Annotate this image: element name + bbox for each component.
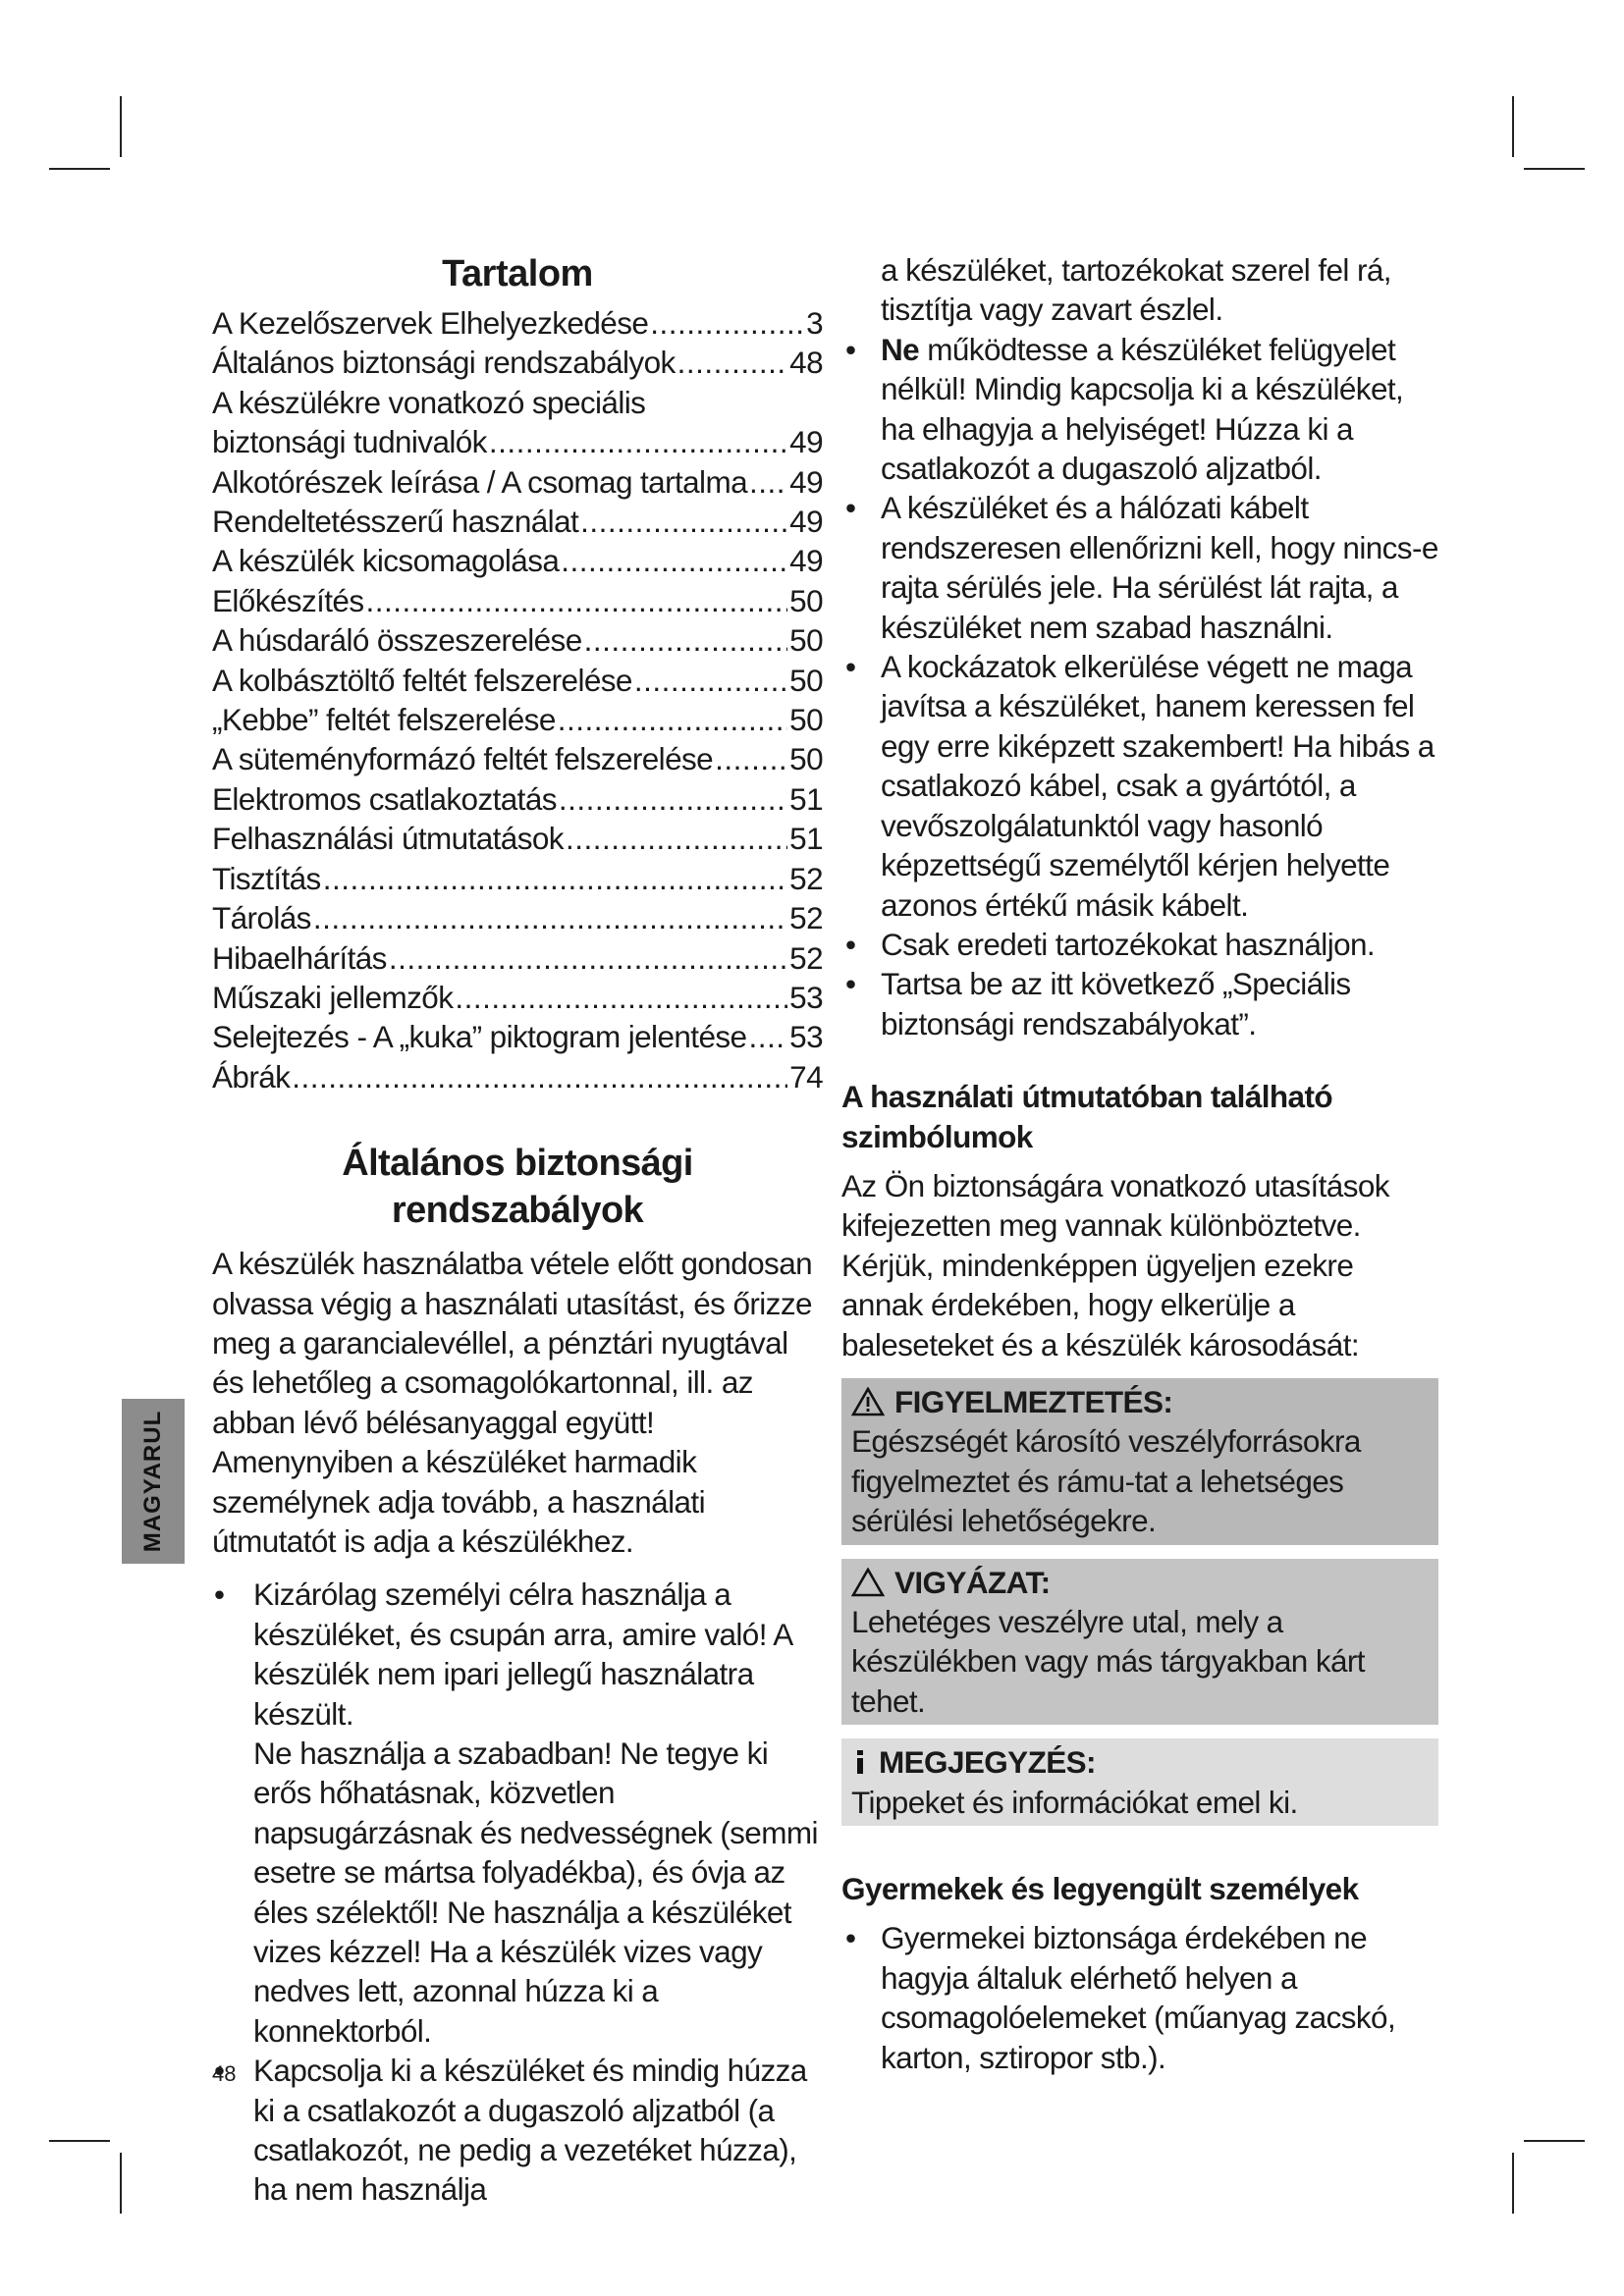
toc-entry <box>212 422 823 461</box>
toc-leader-dots <box>389 938 787 978</box>
toc-entry <box>212 620 823 660</box>
toc-entry-page: 50 <box>789 702 823 738</box>
toc-leader-dots <box>489 422 787 461</box>
crop-mark-top-right-v <box>1512 96 1514 157</box>
toc-leader-dots <box>455 978 787 1017</box>
toc-entry <box>212 343 823 382</box>
toc-entry-label: A készülékre vonatkozó speciális <box>212 384 646 420</box>
toc-title: Tartalom <box>442 253 593 294</box>
toc-leader-dots <box>559 779 787 819</box>
note-box <box>841 1738 1438 1826</box>
caution-triangle-icon <box>851 1568 885 1597</box>
toc-entry-page: 52 <box>789 900 823 936</box>
toc-entry <box>212 383 823 422</box>
toc-entry-label: Általános biztonsági rendszabályok <box>212 345 676 381</box>
toc-entry-page: 50 <box>789 741 823 777</box>
children-heading: Gyermekek és legyengült személyek <box>841 1871 1359 1907</box>
list-item <box>212 1575 823 2051</box>
toc-entry-page: 53 <box>789 979 823 1015</box>
toc-entry-label: Tisztítás <box>212 860 321 896</box>
toc-entry <box>212 978 823 1017</box>
general-safety-heading: Általános biztonsági rendszabályok <box>342 1143 693 1232</box>
toc-entry-page: 49 <box>789 543 823 579</box>
toc-entry <box>212 859 823 898</box>
language-side-tab <box>122 1399 185 1564</box>
toc-entry <box>212 303 823 343</box>
crop-mark-top-left-v <box>120 96 122 157</box>
toc-entry <box>212 502 823 541</box>
crop-mark-bottom-left-h <box>49 2140 110 2142</box>
toc-leader-dots <box>749 462 787 502</box>
caution-title: VIGYÁZAT: <box>894 1564 1051 1600</box>
list-item <box>212 2051 823 2210</box>
list-item <box>841 330 1438 489</box>
toc-entry <box>212 1017 823 1056</box>
toc-entry-page: 52 <box>789 860 823 896</box>
toc-leader-dots <box>566 819 787 858</box>
toc-entry <box>212 700 823 739</box>
toc-entry-page: 53 <box>789 1019 823 1055</box>
toc-entry-page: 3 <box>806 305 823 341</box>
caution-text: Lehetéges veszélyre utal, mely a készülékben vagy más tárgyakban kárt tehet. <box>851 1604 1365 1719</box>
note-title: MEGJEGYZÉS: <box>879 1744 1096 1781</box>
toc-entry <box>212 779 823 819</box>
toc-entry <box>212 938 823 978</box>
crop-mark-bottom-right-v <box>1512 2153 1514 2214</box>
toc-entry-label: „Kebbe” feltét felszerelése <box>212 702 556 738</box>
list-item-text: Kapcsolja ki a készüléket és mindig húzza ki a csatlakozót a dugaszoló aljzatból (a csatlakozót, ne pedig a vezetéket húzza), ha nem használja <box>253 2053 807 2208</box>
toc-entry <box>212 819 823 858</box>
toc-entry <box>212 661 823 700</box>
toc-entry-page: 49 <box>789 463 823 500</box>
toc-leader-dots <box>365 581 787 620</box>
toc-leader-dots <box>677 343 788 382</box>
table-of-contents <box>212 303 823 1096</box>
toc-entry-page: 49 <box>789 504 823 540</box>
symbols-heading: A használati útmutatóban található szimbólumok <box>841 1079 1332 1154</box>
continuation-text: a készüléket, tartozékokat szerel fel rá, tisztítja vagy zavart észlel. <box>881 252 1391 328</box>
list-item: • A készüléket és a hálózati kábelt rendszeresen ellenőrizni kell, hogy nincs-e rajta sérülés jele. Ha sérülést lát rajta, a készüléket nem szabad használni. <box>841 488 1438 647</box>
toc-entry-page: 50 <box>789 662 823 698</box>
general-safety-intro: A készülék használatba vétele előtt gondosan olvassa végig a használati utasítást, és őrizze meg a garancialevéllel, a pénztári nyugtával és lehetőleg a csomagolókartonnal, ill. az abban lévő bélésanyaggal együtt! Amenynyiben a készüléket harmadik személynek adja tovább, a használati útmutatót is adja a készülékhez. <box>212 1246 813 1559</box>
right-column <box>841 250 1438 2077</box>
list-item-text: Ne használja a szabadban! Ne tegye ki erős hőhatásnak, közvetlen napsugárzásnak és nedvességnek (semmi esetre se mártsa folyadékba), és óvja az éles szélektől! Ne használja a készüléket vizes kézzel! Ha a készülék vizes vagy nedves lett, azonnal húzza ki a konnektorból. <box>253 1735 818 2049</box>
toc-entry-label: A készülék kicsomagolása <box>212 543 560 579</box>
warning-triangle-icon <box>851 1387 885 1416</box>
toc-entry-label: Ábrák <box>212 1058 291 1095</box>
warning-text: Egészségét károsító veszélyforrásokra figyelmeztet és rámu-tat a lehetséges sérülési lehetőségekre. <box>851 1423 1361 1539</box>
children-list <box>841 1918 1438 2077</box>
toc-entry-label: A Kezelőszervek Elhelyezkedése <box>212 305 649 341</box>
left-column <box>212 250 823 2210</box>
toc-leader-dots <box>748 1017 787 1056</box>
toc-entry <box>212 1057 823 1096</box>
toc-entry-label: A kolbásztöltő feltét felszerelése <box>212 662 632 698</box>
toc-leader-dots <box>580 502 787 541</box>
crop-mark-top-right-h <box>1524 168 1585 170</box>
toc-entry-label: Rendeltetésszerű használat <box>212 504 579 540</box>
language-label: MAGYARUL <box>139 1410 167 1553</box>
toc-entry-page: 51 <box>789 821 823 857</box>
crop-mark-bottom-left-v <box>120 2153 122 2214</box>
emphasis-ne: Ne <box>881 331 920 367</box>
warning-box <box>841 1378 1438 1545</box>
symbols-intro: Az Ön biztonságára vonatkozó utasítások kifejezetten meg vannak különböztetve. Kérjük, mindenképpen ügyeljen ezekre annak érdekében, hogy elkerülje a baleseteket és a készülék károsodását: <box>841 1167 1389 1362</box>
toc-leader-dots <box>558 700 787 739</box>
toc-leader-dots <box>715 739 787 778</box>
toc-entry-page: 50 <box>789 582 823 618</box>
toc-entry-label: Alkotórészek leírása / A csomag tartalma <box>212 463 747 500</box>
toc-entry-label: Elektromos csatlakoztatás <box>212 780 557 817</box>
toc-leader-dots <box>561 541 787 580</box>
toc-entry-label: Tárolás <box>212 900 311 936</box>
crop-mark-bottom-right-h <box>1524 2140 1585 2142</box>
right-safety-list <box>841 330 1438 1043</box>
warning-title: FIGYELMEZTETÉS: <box>894 1383 1173 1419</box>
caution-box <box>841 1559 1438 1726</box>
list-item: • A kockázatok elkerülése végett ne maga javítsa a készüléket, hanem keressen fel egy erre kiképzett szakembert! Ha hibás a csatlakozó kábel, csak a gyártótól, a vevőszolgálatunktól vagy hasonló képzettségű személytől kérjen helyette azonos értékű másik kábelt. <box>841 647 1438 925</box>
toc-entry-label: Felhasználási útmutatások <box>212 821 564 857</box>
page-number: 48 <box>212 2061 237 2086</box>
toc-entry-label: Hibaelhárítás <box>212 939 387 976</box>
toc-entry <box>212 581 823 620</box>
toc-leader-dots <box>292 1057 787 1096</box>
toc-entry-label: Selejtezés - A „kuka” piktogram jelentése <box>212 1019 747 1055</box>
toc-leader-dots <box>584 620 788 660</box>
toc-entry-page: 50 <box>789 622 823 659</box>
toc-leader-dots <box>650 303 804 343</box>
toc-entry <box>212 898 823 937</box>
list-item: • Tartsa be az itt következő „Speciális biztonsági rendszabályokat”. <box>841 964 1438 1043</box>
toc-entry-label: Műszaki jellemzők <box>212 979 454 1015</box>
crop-mark-top-left-h <box>49 168 110 170</box>
toc-entry-page: 51 <box>789 780 823 817</box>
toc-entry <box>212 739 823 778</box>
general-safety-list <box>212 1575 823 2210</box>
toc-entry <box>212 541 823 580</box>
toc-entry-page: 74 <box>789 1058 823 1095</box>
toc-entry-label: A húsdaráló összeszerelése <box>212 622 582 659</box>
toc-entry-page: 52 <box>789 939 823 976</box>
note-text: Tippeket és információkat emel ki. <box>851 1784 1298 1820</box>
list-item-text: működtesse a készüléket felügyelet nélkül! Mindig kapcsolja ki a készüléket, ha elhagyja a helyiséget! Húzza ki a csatlakozót a dugaszoló aljzatból. <box>881 331 1404 487</box>
toc-entry-label: Előkészítés <box>212 582 364 618</box>
toc-entry-page: 49 <box>789 424 823 460</box>
toc-leader-dots <box>313 898 787 937</box>
info-icon <box>851 1747 869 1777</box>
list-item-text: Kizárólag személyi célra használja a készüléket, és csupán arra, amire való! A készülék nem ipari jellegű használatra készült. <box>253 1576 791 1732</box>
toc-leader-dots <box>323 859 787 898</box>
list-item: • Csak eredeti tartozékokat használjon. <box>841 925 1438 964</box>
toc-entry <box>212 462 823 502</box>
toc-entry-page: 48 <box>789 345 823 381</box>
toc-entry-label: biztonsági tudnivalók <box>212 424 487 460</box>
list-item: • Gyermekei biztonsága érdekében ne hagyja általuk elérhető helyen a csomagolóelemeket (műanyag zacskó, karton, sztiropor stb.). <box>841 1918 1438 2077</box>
toc-entry-label: A süteményformázó feltét felszerelése <box>212 741 714 777</box>
toc-leader-dots <box>634 661 787 700</box>
